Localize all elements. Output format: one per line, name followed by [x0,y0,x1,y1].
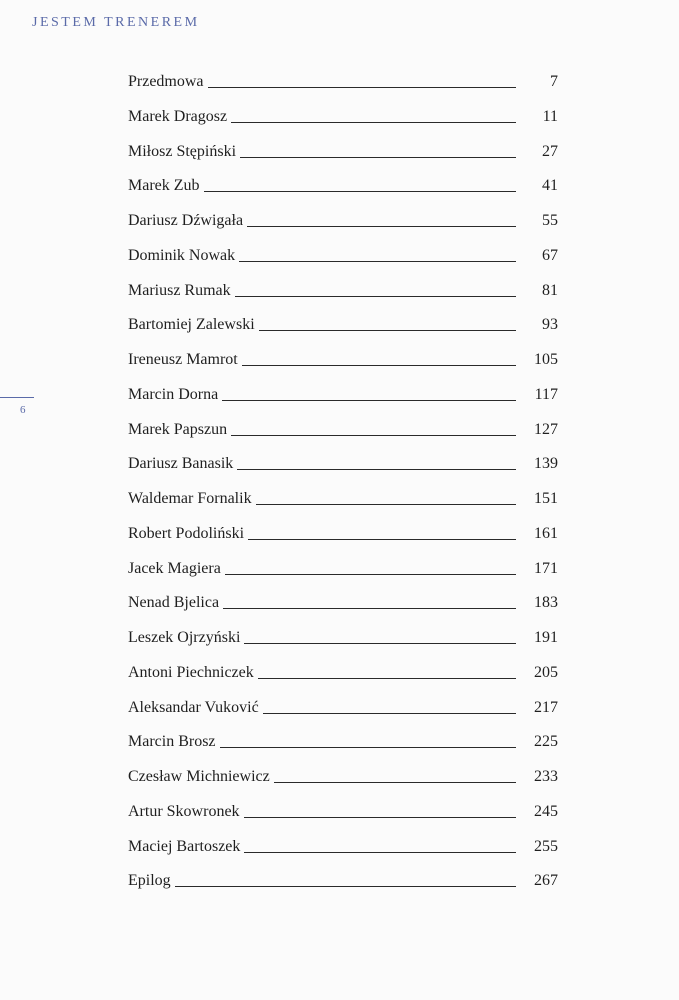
table-of-contents [128,70,560,904]
toc-entry-title: Robert Podoliński [128,524,245,542]
toc-entry-title: Marek Papszun [128,420,228,438]
toc-entry-title: Jacek Magiera [128,559,221,577]
toc-entry-title: Dariusz Banasik [128,455,234,473]
toc-entry[interactable] [128,487,560,522]
toc-entry-title: Dominik Nowak [128,246,236,264]
toc-entry-title: Artur Skowronek [128,802,240,820]
toc-entry-title: Maciej Bartoszek [128,837,241,855]
toc-leader-line [242,365,516,366]
toc-leader-line [239,261,516,262]
toc-leader-line [256,504,516,505]
toc-leader-line [223,608,516,609]
toc-entry[interactable] [128,418,560,453]
toc-entry-page: 245 [534,802,558,820]
toc-leader-line [258,678,516,679]
toc-entry-title: Marek Dragosz [128,107,228,125]
toc-entry-page: 191 [534,629,558,646]
toc-entry-title: Bartomiej Zalewski [128,316,255,334]
toc-entry-title: Marcin Brosz [128,733,216,751]
toc-entry[interactable] [128,765,560,800]
toc-entry[interactable] [128,105,560,140]
toc-entry-page: 171 [534,559,558,577]
running-title: JESTEM TRENEREM [32,15,200,30]
toc-entry[interactable] [128,348,560,383]
toc-entry-title: Ireneusz Mamrot [128,351,238,368]
toc-entry-title: Antoni Piechniczek [128,663,254,681]
toc-entry-page: 55 [542,212,558,229]
toc-entry-page: 233 [534,768,558,785]
toc-entry-page: 7 [550,73,558,90]
toc-entry-page: 105 [534,351,558,368]
toc-entry[interactable] [128,244,560,279]
toc-entry[interactable] [128,174,560,209]
toc-entry-page: 161 [534,524,558,542]
toc-entry-page: 11 [542,107,558,125]
toc-entry-page: 27 [542,142,558,160]
toc-entry-page: 225 [534,733,558,751]
toc-leader-line [231,122,516,123]
toc-entry-title: Dariusz Dźwigała [128,212,244,229]
toc-entry-page: 67 [542,246,558,264]
toc-leader-line [175,886,516,887]
toc-entry-page: 117 [534,385,558,403]
toc-entry[interactable] [128,800,560,835]
toc-entry[interactable] [128,626,560,661]
toc-entry-page: 127 [534,420,558,438]
toc-entry[interactable] [128,452,560,487]
toc-leader-line [204,191,516,192]
toc-leader-line [222,400,516,401]
toc-entry[interactable] [128,661,560,696]
toc-entry-page: 41 [542,177,558,195]
toc-entry-title: Waldemar Fornalik [128,490,252,507]
toc-leader-line [208,87,516,88]
toc-entry[interactable] [128,209,560,244]
toc-leader-line [248,539,516,540]
toc-entry-title: Nenad Bjelica [128,594,220,612]
toc-entry-page: 93 [542,316,558,334]
toc-entry-page: 139 [534,455,558,473]
toc-leader-line [259,330,516,331]
toc-entry-page: 183 [534,594,558,612]
toc-leader-line [244,643,516,644]
toc-entry-page: 81 [542,281,558,299]
page-number: 6 [20,404,26,416]
toc-entry[interactable] [128,557,560,592]
toc-entry-page: 205 [534,663,558,681]
toc-entry-page: 255 [534,837,558,855]
toc-entry[interactable] [128,140,560,175]
toc-leader-line [263,713,516,714]
toc-leader-line [247,226,516,227]
toc-entry-title: Marcin Dorna [128,385,219,403]
toc-entry-page: 151 [534,490,558,507]
toc-entry[interactable] [128,70,560,105]
toc-entry-page: 267 [534,872,558,890]
toc-leader-line [225,574,516,575]
toc-leader-line [274,782,516,783]
toc-entry[interactable] [128,591,560,626]
toc-leader-line [244,852,516,853]
toc-entry[interactable] [128,869,560,904]
toc-entry-title: Epilog [128,872,171,890]
toc-entry[interactable] [128,279,560,314]
toc-leader-line [220,747,516,748]
toc-entry-title: Miłosz Stępiński [128,142,237,160]
toc-leader-line [240,157,516,158]
toc-entry[interactable] [128,313,560,348]
toc-entry[interactable] [128,835,560,870]
toc-entry-title: Leszek Ojrzyński [128,629,241,646]
margin-rule [0,397,34,398]
toc-leader-line [237,469,516,470]
toc-leader-line [244,817,516,818]
toc-entry[interactable] [128,383,560,418]
toc-entry-page: 217 [534,698,558,716]
toc-entry[interactable] [128,696,560,731]
toc-entry-title: Czesław Michniewicz [128,768,270,785]
toc-leader-line [235,296,516,297]
toc-entry-title: Aleksandar Vuković [128,698,259,716]
toc-entry-title: Mariusz Rumak [128,281,231,299]
toc-entry[interactable] [128,522,560,557]
toc-entry-title: Marek Zub [128,177,200,195]
toc-leader-line [231,435,516,436]
toc-entry-title: Przedmowa [128,73,204,90]
toc-entry[interactable] [128,730,560,765]
